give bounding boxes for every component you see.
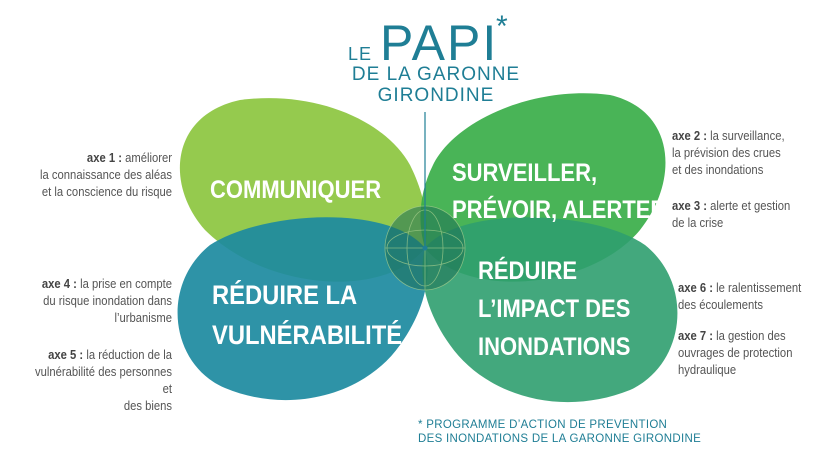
- axe-6-line1: le ralentissement: [716, 281, 802, 295]
- axe-3-line2: de la crise: [672, 216, 724, 230]
- axe-1-line3: et la conscience du risque: [41, 185, 172, 199]
- axe-3-label: axe 3 :: [672, 199, 708, 213]
- axe-2-line2: la prévision des crues: [672, 146, 781, 160]
- label-vulnerabilite-line1: RÉDUIRE LA: [212, 280, 358, 310]
- axe-1-line2: la connaissance des aléas: [40, 168, 172, 182]
- axe-1-line1: améliorer: [125, 151, 172, 165]
- axe-6-label: axe 6 :: [678, 281, 714, 295]
- title-line1: DE LA GARONNE: [351, 64, 521, 85]
- axe-5-line2: vulnérabilité des personnes et: [35, 365, 172, 396]
- label-surveiller-line1: SURVEILLER,: [452, 159, 598, 187]
- footnote-line2: DES INONDATIONS DE LA GARONNE GIRONDINE: [418, 433, 702, 445]
- title-line2: GIRONDINE: [377, 85, 495, 106]
- axe-5-line3: des biens: [123, 399, 172, 413]
- axe-7-label: axe 7 :: [678, 329, 714, 343]
- axe-4-line3: l’urbanisme: [114, 311, 172, 325]
- axe-1-text: [28, 150, 172, 201]
- axe-2-label: axe 2 :: [672, 129, 708, 143]
- axe-7-line2: ouvrages de protection: [678, 346, 793, 360]
- title-asterisk: *: [496, 10, 509, 43]
- axe-7-line1: la gestion des: [716, 329, 786, 343]
- axe-7-line3: hydraulique: [678, 363, 737, 377]
- label-communiquer-text: COMMUNIQUER: [210, 176, 382, 204]
- axe-2-line3: et des inondations: [672, 163, 764, 177]
- label-communiquer: [210, 176, 381, 205]
- label-vulnerabilite-line2: VULNÉRABILITÉ: [212, 320, 403, 350]
- axe-5-line1: la réduction de la: [86, 348, 172, 362]
- footnote-line1: * PROGRAMME D’ACTION DE PREVENTION: [418, 419, 668, 431]
- axe-3-line1: alerte et gestion: [710, 199, 791, 213]
- footnote: [418, 418, 738, 446]
- axe-2-text: [672, 128, 807, 179]
- label-reduire-impact: [478, 252, 630, 366]
- axe-7-text: [678, 328, 809, 379]
- axe-5-text: [28, 347, 172, 415]
- axe-5-label: axe 5 :: [48, 348, 84, 362]
- axe-1-label: axe 1 :: [86, 151, 122, 165]
- title-le: LE: [348, 44, 373, 64]
- axe-6-text: [678, 280, 809, 314]
- label-impact-line3: INONDATIONS: [478, 333, 631, 361]
- center-dot: [423, 246, 428, 251]
- axe-2-line1: la surveillance,: [710, 129, 785, 143]
- title-papi: PAPI: [380, 15, 499, 71]
- label-impact-line1: RÉDUIRE: [478, 257, 578, 285]
- axe-4-label: axe 4 :: [41, 277, 77, 291]
- title-subtitle: [346, 64, 526, 106]
- axe-4-text: [28, 276, 172, 327]
- axe-4-line1: la prise en compte: [80, 277, 172, 291]
- axe-6-line2: des écoulements: [678, 298, 764, 312]
- label-impact-line2: L’IMPACT DES: [478, 295, 631, 323]
- axe-3-text: [672, 198, 807, 232]
- label-surveiller-line2: PRÉVOIR, ALERTER: [452, 196, 667, 224]
- axe-4-line2: du risque inondation dans: [43, 294, 173, 308]
- label-reduire-vulnerabilite: [212, 275, 402, 355]
- label-surveiller: [452, 155, 666, 229]
